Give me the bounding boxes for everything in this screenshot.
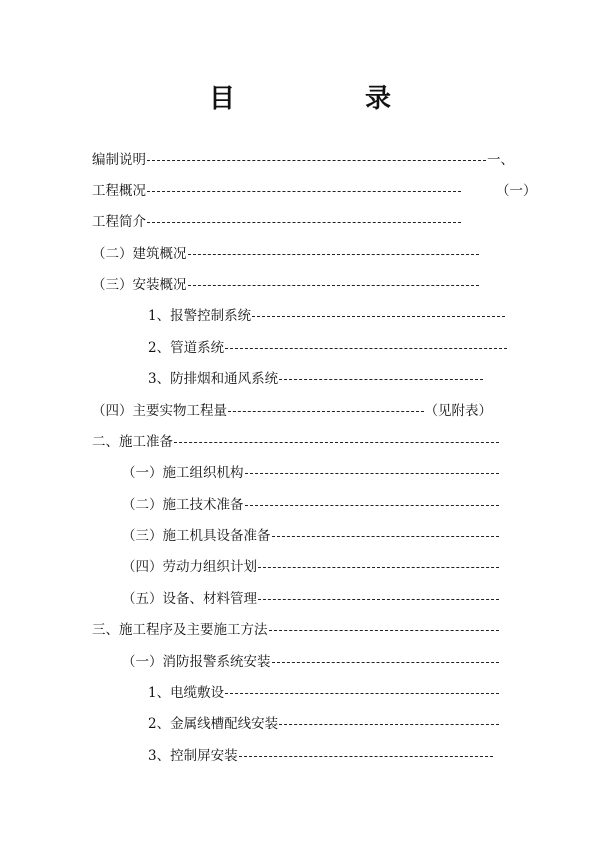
toc-entry-smoke-ventilation-system[interactable] [148, 367, 484, 387]
toc-entry-label: 3、防排烟和通风系统 [148, 371, 279, 387]
toc-leader [239, 755, 493, 757]
toc-entry-compilation-notes[interactable] [92, 148, 514, 168]
toc-entry-suffix: （见附表） [424, 403, 492, 419]
toc-leader [147, 221, 461, 223]
toc-entry-labor-plan[interactable] [122, 555, 500, 575]
toc-leader [279, 723, 499, 725]
toc-leader [147, 190, 461, 192]
toc-entry-label: 三、施工程序及主要施工方法 [92, 622, 268, 638]
toc-leader [269, 629, 500, 631]
toc-entry-building-overview[interactable] [92, 242, 480, 262]
toc-leader [147, 159, 486, 161]
toc-entry-label: （五）设备、材料管理 [122, 591, 257, 607]
toc-entry-construction-procedures[interactable] [92, 618, 500, 638]
toc-entry-label: 工程简介 [92, 214, 146, 230]
toc-entry-installation-overview[interactable] [92, 273, 480, 293]
toc-entry-control-panel-installation[interactable] [148, 744, 494, 764]
toc-entry-label: （四）主要实物工程量 [92, 403, 227, 419]
toc-entry-label: 2、管道系统 [148, 340, 225, 356]
toc-entry-label: （二）建筑概况 [92, 246, 187, 262]
toc-leader [245, 504, 500, 506]
toc-entry-label: 二、施工准备 [92, 434, 173, 450]
toc-leader [245, 472, 500, 474]
toc-entry-label: 2、金属线槽配线安装 [148, 716, 279, 732]
toc-entry-label: （三）安装概况 [92, 277, 187, 293]
toc-entry-alarm-control-system[interactable] [148, 304, 506, 324]
toc-entry-piping-system[interactable] [148, 336, 508, 356]
toc-entry-suffix: 一、 [487, 152, 514, 168]
toc-entry-label: 工程概况 [92, 183, 146, 199]
toc-leader [188, 284, 480, 286]
toc-entry-technical-preparation[interactable] [122, 493, 500, 513]
toc-entry-equipment-preparation[interactable] [122, 524, 500, 544]
toc-entry-construction-preparation[interactable] [92, 430, 500, 450]
toc-leader [272, 661, 500, 663]
toc-leader [258, 598, 499, 600]
toc-entry-label: （四）劳动力组织计划 [122, 559, 257, 575]
toc-leader [258, 566, 499, 568]
toc-entry-cable-laying[interactable] [148, 681, 500, 701]
toc-entry-label: 编制说明 [92, 152, 146, 168]
toc-entry-label: 3、控制屏安装 [148, 748, 238, 764]
toc-entry-main-quantities[interactable] [92, 399, 492, 419]
toc-entry-project-brief[interactable] [92, 210, 462, 230]
toc-entry-organization[interactable] [122, 461, 500, 481]
toc-entry-project-overview[interactable] [92, 179, 462, 199]
toc-leader [228, 410, 424, 412]
toc-entry-fire-alarm-installation[interactable] [122, 650, 500, 670]
toc-leader [252, 315, 505, 317]
toc-side-number: （一） [496, 183, 537, 199]
page-title: 目 录 [208, 84, 443, 114]
toc-entry-label: （三）施工机具设备准备 [122, 528, 271, 544]
toc-entry-label: （二）施工技术准备 [122, 497, 244, 513]
toc-entry-label: 1、报警控制系统 [148, 308, 252, 324]
toc-entry-metal-trunking-wiring[interactable] [148, 712, 500, 732]
toc-entry-label: 1、电缆敷设 [148, 685, 225, 701]
toc-leader [225, 692, 499, 694]
toc-leader [279, 378, 483, 380]
toc-entry-material-management[interactable] [122, 587, 500, 607]
toc-leader [174, 441, 499, 443]
toc-leader [272, 535, 500, 537]
toc-leader [188, 253, 480, 255]
toc-leader [225, 347, 507, 349]
toc-entry-label: （一）消防报警系统安装 [122, 654, 271, 670]
toc-entry-label: （一）施工组织机构 [122, 465, 244, 481]
